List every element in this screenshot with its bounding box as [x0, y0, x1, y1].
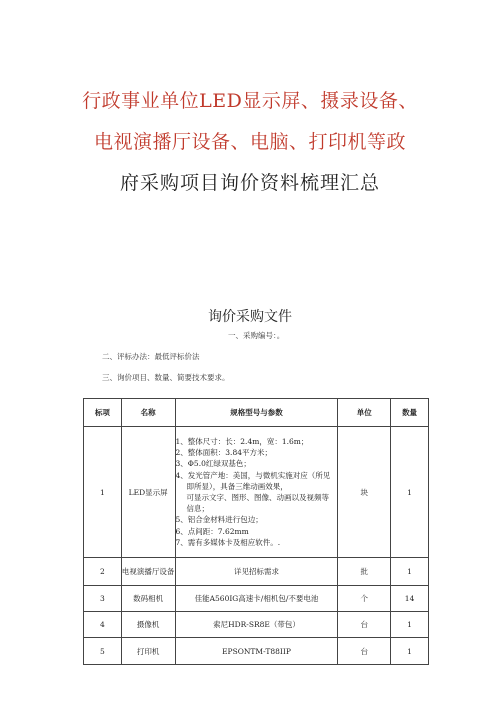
row-qty: 14	[391, 586, 429, 612]
row-qty: 1	[391, 558, 429, 586]
row-name: 数码相机	[121, 586, 175, 612]
row-unit: 个	[338, 586, 391, 612]
row-name: 摄像机	[121, 612, 175, 638]
spec-line: 即所显），具备三维动画效果，	[186, 481, 288, 491]
item-inquiry-items: 三、询价项目、数量、简要技术要求。	[102, 373, 230, 382]
row-spec: 佳能A560IG高速卡/相机包/不要电池	[175, 586, 338, 612]
table-row	[84, 427, 429, 558]
header-name: 名称	[121, 399, 175, 427]
row-unit: 台	[338, 638, 391, 665]
spec-line: 可显示文字、图形、图像、动画以及视频等	[186, 493, 330, 502]
header-no: 标项	[84, 399, 122, 427]
title-line-1: 行政事业单位LED显示屏、摄录设备、	[82, 90, 418, 112]
spec-line: 信息；	[186, 504, 210, 514]
title-line-3: 府采购项目询价资料梳理汇总	[119, 172, 380, 194]
table-row	[84, 612, 429, 638]
row-spec: EPSONTM-T88IIP	[175, 638, 338, 665]
row-no: 3	[84, 586, 122, 612]
spec-line: 2、整体面积：3.84平方米；	[175, 448, 272, 458]
header-unit: 单位	[338, 399, 391, 427]
row-no: 5	[84, 638, 122, 665]
row-qty: 1	[391, 427, 429, 558]
spec-line: 6、点间距：7.62mm	[175, 526, 249, 536]
item-evaluation-method: 二、评标办法：最低评标价法	[102, 352, 200, 361]
table-row	[84, 638, 429, 665]
row-unit: 块	[338, 427, 391, 558]
item-procurement-number: 一、采购编号：。	[228, 331, 285, 340]
doc-heading: 询价采购文件	[208, 309, 292, 325]
row-spec: 索尼HDR-SR8E（带包）	[175, 612, 338, 638]
table-header-row	[84, 399, 429, 427]
row-no: 2	[84, 558, 122, 586]
row-name: 电视演播厅设备	[121, 558, 175, 586]
table-row	[84, 586, 429, 612]
header-qty: 数量	[391, 399, 429, 427]
header-spec: 规格型号与参数	[175, 399, 338, 427]
row-qty: 1	[391, 612, 429, 638]
row-spec	[175, 427, 338, 558]
row-no: 4	[84, 612, 122, 638]
row-spec: 详见招标需求	[175, 558, 338, 586]
row-no: 1	[84, 427, 122, 558]
spec-line: 3、Φ5.0红绿双基色；	[175, 459, 251, 469]
row-qty: 1	[391, 638, 429, 665]
spec-line: 5、铝合金材料进行包边；	[175, 515, 263, 525]
table-row	[84, 558, 429, 586]
row-name: 打印机	[121, 638, 175, 665]
spec-line: 4、发光管产地：美国，与微机实施对应（所见	[175, 470, 331, 480]
row-unit: 批	[338, 558, 391, 586]
procurement-table	[83, 398, 429, 665]
spec-lines	[176, 436, 338, 548]
title-line-2: 电视演播厅设备、电脑、打印机等政	[93, 131, 406, 153]
row-unit: 台	[338, 612, 391, 638]
row-name: LED显示屏	[121, 427, 175, 558]
spec-line: 1、整体尺寸：长：2.4m，宽：1.6m；	[175, 436, 309, 446]
spec-line: 7、需有多媒体卡及相应软件。.	[175, 537, 281, 547]
